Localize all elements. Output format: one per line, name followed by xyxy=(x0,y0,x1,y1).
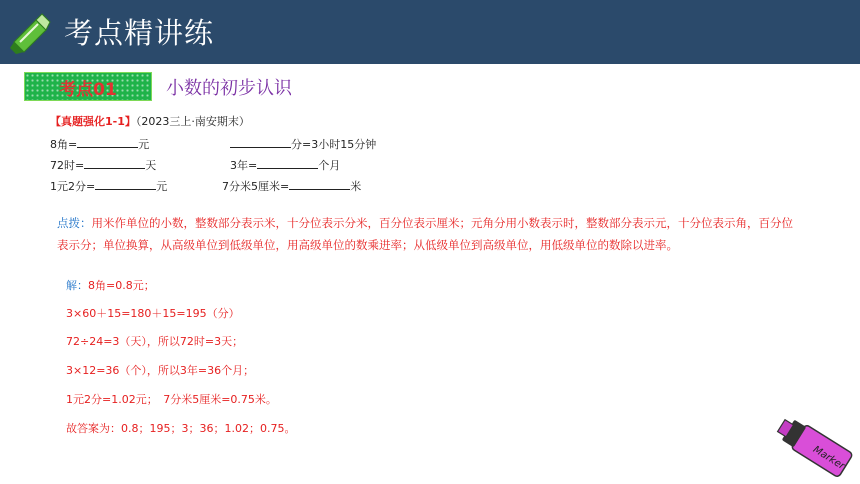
marker-label: Marker xyxy=(810,444,847,473)
highlighter-marker-icon xyxy=(770,415,860,484)
section-badge-label: 考点01 xyxy=(59,80,117,100)
question-item-suffix: 天 xyxy=(145,159,157,172)
answer-blank[interactable] xyxy=(95,179,156,190)
question-source: （2023三上·南安期末） xyxy=(135,115,250,128)
solution-line: 3×12=36（个），所以3年=36个月； xyxy=(66,364,255,377)
answer-blank[interactable] xyxy=(257,158,318,169)
header-bar xyxy=(0,0,860,64)
hint-text: 用米作单位的小数，整数部分表示米，十分位表示分米，百分位表示厘米；元角分用小数表示时，整数部分表示元，十分位表示角，百分位表示分；单位换算，从高级单位到低级单位，用高级单位的数乘进率；从低级单位到高级单位，用低级单位的数除以进率。 xyxy=(57,216,793,252)
question-item xyxy=(230,136,376,152)
answer-blank[interactable] xyxy=(289,179,350,190)
answer-blank[interactable] xyxy=(230,137,291,148)
solution-line: 3×60＋15=180＋15=195（分） xyxy=(66,307,240,320)
question-item xyxy=(50,178,167,194)
answer-blank[interactable] xyxy=(84,158,145,169)
question-item xyxy=(50,157,156,173)
solution-line: 72÷24=3（天），所以72时=3天； xyxy=(66,335,244,348)
question-item-prefix: 3年= xyxy=(230,159,258,172)
solution-text: 8角=0.8元； xyxy=(88,279,155,292)
question-item-prefix: 7分米5厘米= xyxy=(222,180,290,193)
question-header xyxy=(50,113,250,129)
question-item-suffix: 元 xyxy=(138,138,150,151)
solution-line xyxy=(66,277,155,293)
question-item xyxy=(222,178,361,194)
solution-line: 1元2分=1.02元； 7分米5厘米=0.75米。 xyxy=(66,393,277,406)
question-item-suffix: 米 xyxy=(350,180,362,193)
question-item-prefix: 72时= xyxy=(50,159,85,172)
question-tag: 【真题强化1-1】 xyxy=(50,115,136,128)
question-item-prefix: 8角= xyxy=(50,138,78,151)
question-item-suffix: 分=3小时15分钟 xyxy=(291,138,377,151)
hint-note xyxy=(57,212,797,256)
section-badge xyxy=(24,72,152,101)
question-item xyxy=(230,157,340,173)
solution-line: 故答案为：0.8；195；3；36；1.02；0.75。 xyxy=(66,422,296,435)
question-item-suffix: 元 xyxy=(156,180,168,193)
answer-blank[interactable] xyxy=(77,137,138,148)
question-item-suffix: 个月 xyxy=(318,159,341,172)
section-title: 小数的初步认识 xyxy=(166,78,292,99)
marker-pen-icon xyxy=(8,12,52,56)
question-item-prefix: 1元2分= xyxy=(50,180,96,193)
page-title: 考点精讲练 xyxy=(64,16,215,50)
question-item xyxy=(50,136,149,152)
solution-label: 解： xyxy=(66,279,88,292)
hint-label: 点拨： xyxy=(57,216,92,230)
